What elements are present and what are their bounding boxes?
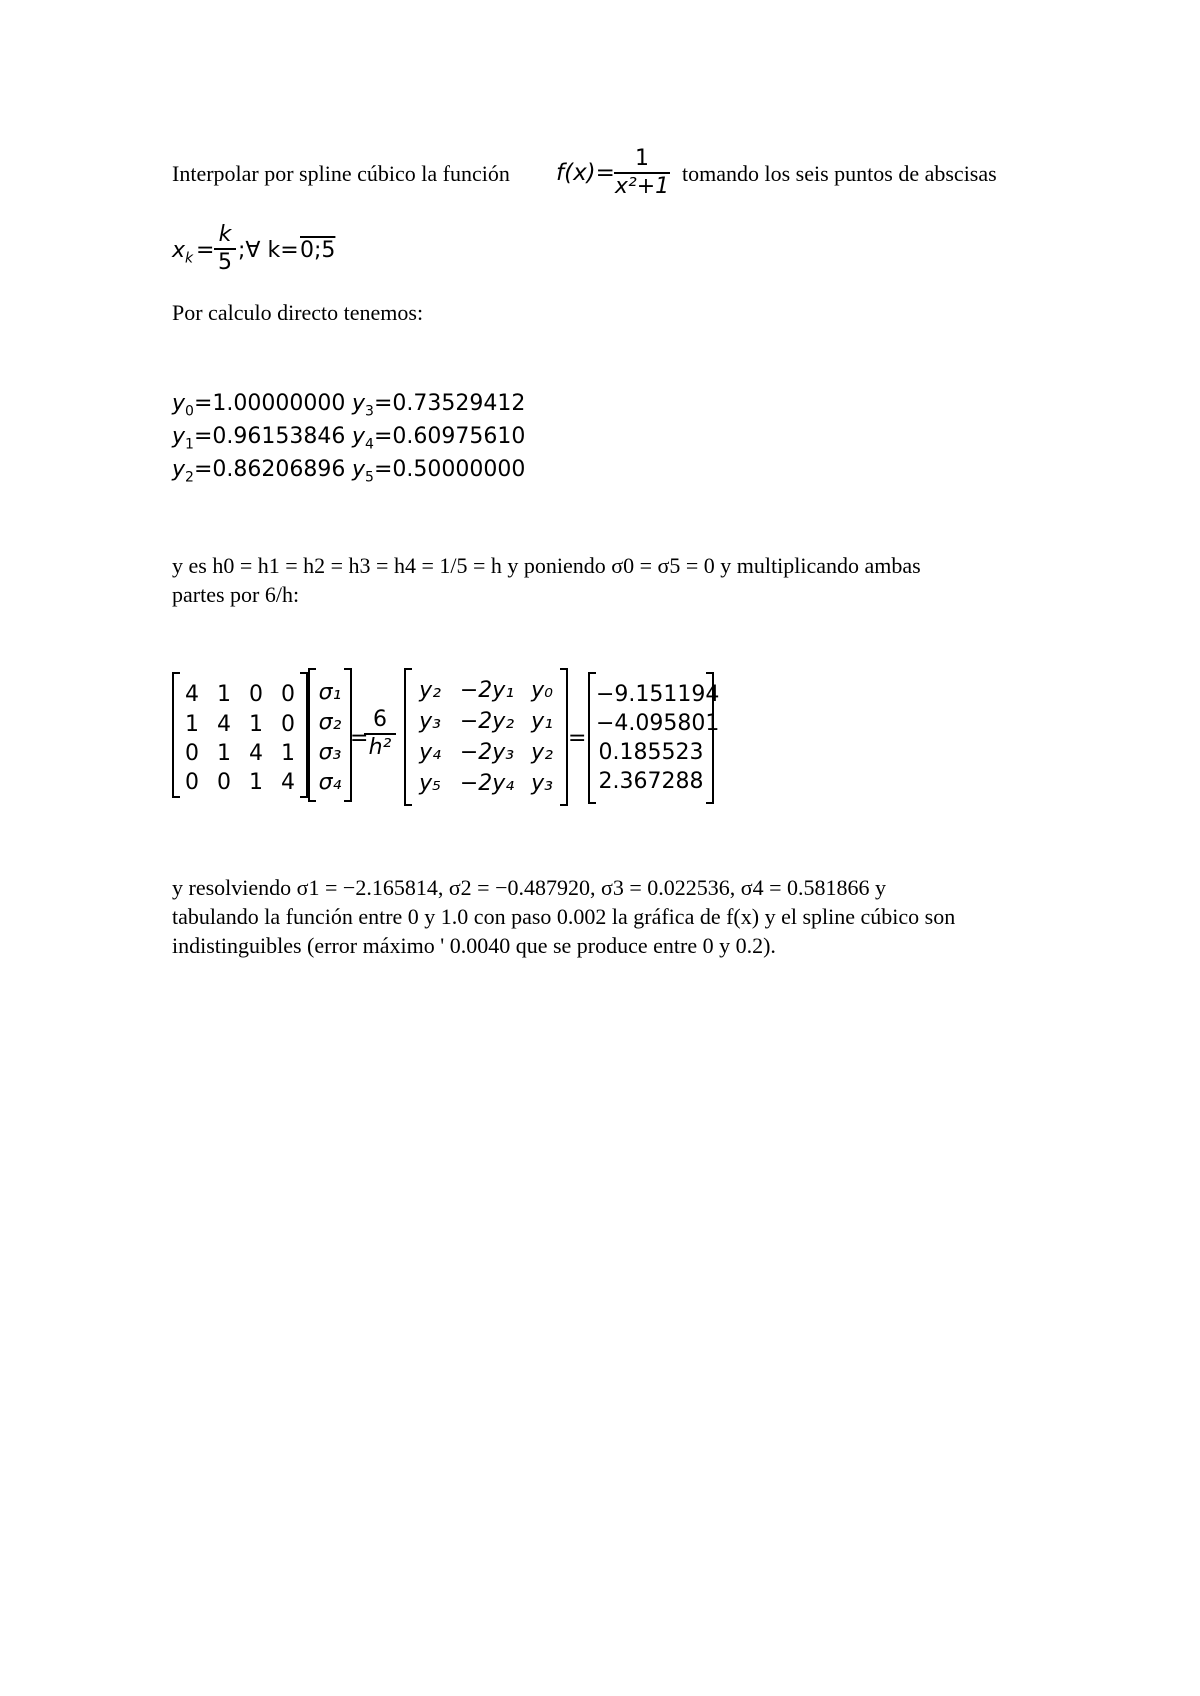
y-value: =0.60975610 (373, 424, 526, 449)
matrix-a-cell: 0 (185, 741, 199, 766)
conclusion-line-1: y resolviendo σ1 = −2.165814, σ2 = −0.487920, σ3 = 0.022536, σ4 = 0.581866 y (172, 875, 887, 900)
sigma-entry: σ₂ (318, 710, 342, 735)
y-symbol: y (352, 457, 366, 482)
rhs-cell: −2y₄ (459, 771, 515, 796)
scalar-numerator: 6 (373, 707, 387, 732)
equals-sign-2: = (568, 726, 587, 751)
result-entry: 2.367288 (598, 769, 704, 794)
function-fraction (614, 146, 670, 200)
y-symbol: y (172, 457, 186, 482)
y-subscript: 3 (365, 403, 374, 420)
rhs-left-bracket (404, 668, 412, 806)
y-value: =0.86206896 (193, 457, 346, 482)
xk-denominator: 5 (218, 250, 232, 275)
rhs-cell: −2y₂ (459, 709, 515, 734)
matrix-a-cell: 4 (281, 770, 295, 795)
y-value: =0.50000000 (373, 457, 526, 482)
y-subscript: 1 (185, 436, 194, 453)
matrix-a-cell: 1 (249, 770, 263, 795)
result-entry: −9.151194 (596, 682, 720, 707)
matrix-a-left-bracket (172, 672, 180, 798)
matrix-a-cell: 1 (217, 741, 231, 766)
xk-lhs (172, 236, 193, 273)
y-value: =0.96153846 (193, 424, 346, 449)
xk-subscript: k (185, 250, 194, 267)
y-value: =1.00000000 (193, 391, 346, 416)
result-left-bracket (588, 672, 596, 804)
rhs-cell: −2y₃ (459, 740, 515, 765)
sigma-entry: σ₃ (318, 740, 342, 765)
fraction-numerator: 1 (635, 146, 649, 171)
rhs-cell: y₄ (419, 740, 441, 765)
rhs-cell: y₃ (419, 709, 441, 734)
y-subscript: 4 (365, 436, 374, 453)
h-paragraph-line-1: y es h0 = h1 = h2 = h3 = h4 = 1/5 = h y poniendo σ0 = σ5 = 0 y multiplicando ambas (172, 553, 921, 578)
xk-equals: = (196, 238, 215, 263)
function-label: f(x)= (556, 160, 615, 186)
h-paragraph-line-2: partes por 6/h: (172, 582, 300, 607)
result-entry: −4.095801 (596, 711, 720, 736)
matrix-a-cell: 0 (249, 682, 263, 707)
rhs-cell: y₂ (419, 678, 441, 703)
y-symbol: y (352, 424, 366, 449)
scalar-fraction (364, 707, 396, 761)
scalar-denominator: h² (368, 735, 392, 760)
matrix-a-cell: 1 (281, 741, 295, 766)
conclusion-line-3: indistinguibles (error máximo ' 0.0040 que se produce entre 0 y 0.2). (172, 933, 776, 958)
matrix-a-cell: 1 (249, 712, 263, 737)
rhs-cell: y₅ (419, 771, 441, 796)
matrix-a-cell: 4 (249, 741, 263, 766)
y-symbol: y (172, 424, 186, 449)
matrix-a-cell: 0 (217, 770, 231, 795)
matrix-a-cell: 0 (281, 712, 295, 737)
y-subscript: 5 (365, 469, 374, 486)
y-subscript: 0 (185, 403, 194, 420)
xk-fraction (214, 222, 236, 276)
y-subscript: 2 (185, 469, 194, 486)
fraction-denominator: x²+1 (614, 174, 670, 199)
rhs-cell: y₀ (531, 678, 553, 703)
equals-sign-1: = (350, 726, 369, 751)
y-value-5 (352, 454, 525, 493)
rhs-right-bracket (560, 668, 568, 806)
y-value: =0.73529412 (373, 391, 526, 416)
y-symbol: y (172, 391, 186, 416)
result-entry: 0.185523 (598, 740, 704, 765)
conclusion-line-2: tabulando la función entre 0 y 1.0 con paso 0.002 la gráfica de f(x) y el spline cúbico son (172, 904, 956, 929)
rhs-cell: y₃ (531, 771, 553, 796)
rhs-cell: −2y₁ (459, 678, 515, 703)
xk-numerator: k (218, 222, 232, 247)
rhs-cell: y₂ (531, 740, 553, 765)
calc-direct-line: Por calculo directo tenemos: (172, 300, 424, 325)
xk-range: 0;5 (300, 238, 336, 263)
matrix-a-cell: 0 (185, 770, 199, 795)
matrix-a-right-bracket (300, 672, 308, 798)
y-value-2 (172, 454, 345, 493)
y-symbol: y (352, 391, 366, 416)
matrix-a-cell: 1 (217, 682, 231, 707)
intro-text-after: tomando los seis puntos de abscisas (682, 161, 997, 186)
matrix-a-cell: 1 (185, 712, 199, 737)
rhs-cell: y₁ (531, 709, 553, 734)
matrix-a-cell: 0 (281, 682, 295, 707)
xk-quantifier: ;∀ k= (238, 238, 299, 263)
sigma-entry: σ₄ (318, 770, 342, 795)
matrix-a-cell: 4 (217, 712, 231, 737)
xk-symbol: x (172, 238, 186, 263)
intro-text: Interpolar por spline cúbico la función (172, 161, 510, 186)
matrix-a-cell: 4 (185, 682, 199, 707)
sigma-entry: σ₁ (318, 680, 342, 705)
